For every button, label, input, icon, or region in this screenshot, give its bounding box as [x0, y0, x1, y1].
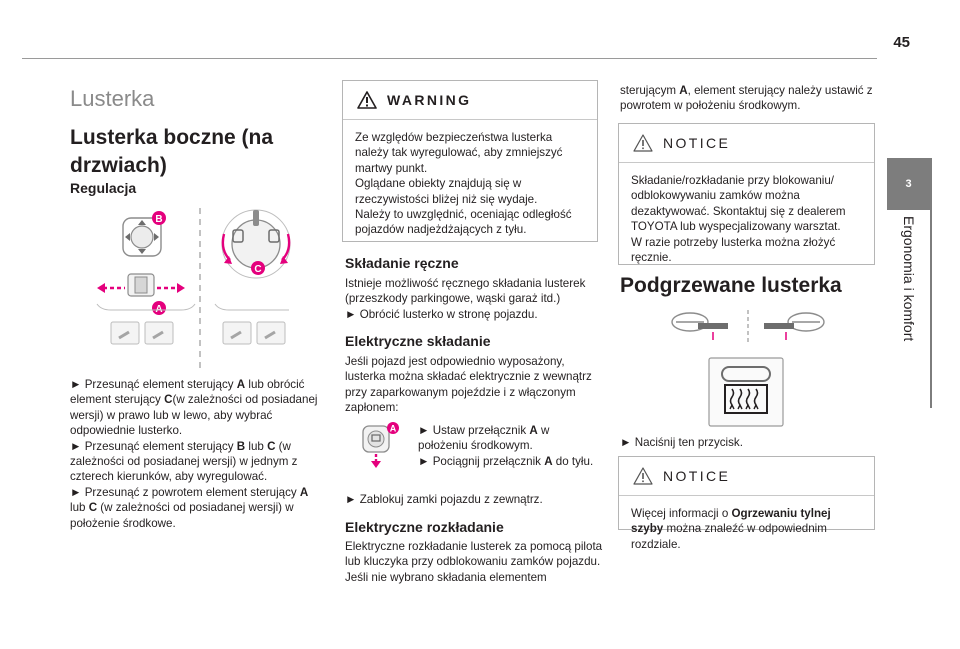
electric-fold-steps — [418, 423, 598, 469]
electric-unfold-text: Elektryczne rozkładanie lusterek za pomocą pilota lub kluczyka przy odblokowaniu zamków pojazdu. Jeśli nie wybrano składania elementem — [345, 540, 603, 584]
fold-switch-illustration — [355, 420, 405, 470]
step-1: ► Przesunąć element sterujący A lub obrócić element sterujący C(w zależności od posiadanej wersji) w prawo lub w lewo, aby wybrać odpowiednie lusterko. — [70, 378, 318, 438]
svg-text:A: A — [389, 423, 397, 434]
svg-text:A: A — [155, 304, 163, 315]
heated-step: ► Naciśnij ten przycisk. — [620, 436, 743, 449]
step-3: ► Przesunąć z powrotem element sterujący A lub C (w zależności od posiadanej wersji) w położenie środkowe. — [70, 485, 309, 530]
svg-text:C: C — [254, 264, 262, 275]
fold-step-2: ► Pociągnij przełącznik A do tyłu. — [418, 454, 594, 468]
mirror-control-illustration — [93, 204, 303, 372]
warning-header — [343, 81, 597, 120]
electric-fold-text: Jeśli pojazd jest odpowiednio wyposażony, lusterka można składać elektrycznie z wewnątrz przy zaparkowanym pojeździe i z włączonym zapłonem: — [345, 355, 592, 415]
notice-2-label: NOTICE — [663, 468, 731, 484]
chapter-title: Ergonomia i komfort — [900, 216, 917, 342]
fold-step-3: ► Zablokuj zamki pojazdu z zewnątrz. — [345, 493, 543, 506]
selector-switch-icon — [97, 274, 185, 296]
notice-triangle-icon-2 — [633, 467, 653, 485]
chapter-tab[interactable]: 3 — [887, 158, 930, 210]
rear-defroster-button-icon[interactable] — [708, 357, 784, 427]
warning-line-2: Oglądane obiekty znajdują się w rzeczywistości bliżej niż się wydaje. — [355, 177, 538, 206]
manual-fold-desc: Istnieje możliwość ręcznego składania lusterek (przeszkody parkingowe, wąski garaż itd.) — [345, 277, 586, 306]
section-title: Lusterka — [70, 86, 155, 111]
notice-1-line-1: Składanie/rozkładanie przy blokowaniu/ odblokowywaniu zamków można dezaktywować. Skontaktuj się z dealerem TOYOTA lub wyspecjalizowany warsztat. — [631, 174, 846, 234]
svg-text:B: B — [155, 214, 163, 225]
notice-1-label: NOTICE — [663, 135, 731, 151]
warning-triangle-icon — [357, 91, 377, 109]
heated-mirrors-title: Podgrzewane lusterka — [620, 274, 842, 297]
notice-1-header — [619, 124, 874, 163]
subsection-title: Lusterka boczne (na drzwiach) — [70, 126, 274, 177]
subheading-regulacja: Regulacja — [70, 180, 137, 196]
warning-label: WARNING — [387, 92, 472, 108]
manual-fold-title: Składanie ręczne — [345, 255, 459, 271]
notice-box-1 — [618, 123, 875, 265]
notice-1-line-2: W razie potrzeby lusterka można złożyć ręcznie. — [631, 235, 836, 265]
warning-box — [342, 80, 598, 242]
notice-2-text: Więcej informacji o Ogrzewaniu tylnej szyby można znaleźć w odpowiednim rozdziale. — [631, 507, 831, 551]
col3-continuation: sterującym A, element sterujący należy ustawić z powrotem w położeniu środkowym. — [620, 84, 873, 113]
chapter-tab-bar — [930, 158, 932, 408]
fold-step-1: ► Ustaw przełącznik A w położeniu środkowym. — [418, 424, 550, 453]
notice-2-header — [619, 457, 874, 496]
page-number: 45 — [893, 34, 910, 51]
heated-mirror-steering-illustration — [668, 308, 828, 344]
warning-text — [343, 120, 597, 238]
notice-1-text — [619, 163, 874, 265]
electric-fold-title: Elektryczne składanie — [345, 333, 491, 349]
manual-fold-text — [345, 276, 600, 322]
warning-line-3: Należy to uwzględnić, oceniając odległość pojazdów nadjeżdżających z tyłu. — [355, 208, 572, 237]
header-rule — [22, 58, 877, 59]
regulacja-steps — [70, 377, 325, 531]
step-2: ► Przesunąć element sterujący B lub C (w zależności od posiadanej wersji) w jednym z czterech kierunków, aby wyregulować. — [70, 439, 298, 484]
notice-triangle-icon — [633, 134, 653, 152]
notice-box-2 — [618, 456, 875, 551]
manual-fold-step: ► Obrócić lusterko w stronę pojazdu. — [345, 307, 538, 321]
electric-unfold-title: Elektryczne rozkładanie — [345, 519, 504, 535]
chapter-title-vertical — [887, 216, 930, 406]
warning-line-1: Ze względów bezpieczeństwa lusterka należy tak wyregulować, aby zmniejszyć martwy punkt. — [355, 131, 563, 175]
